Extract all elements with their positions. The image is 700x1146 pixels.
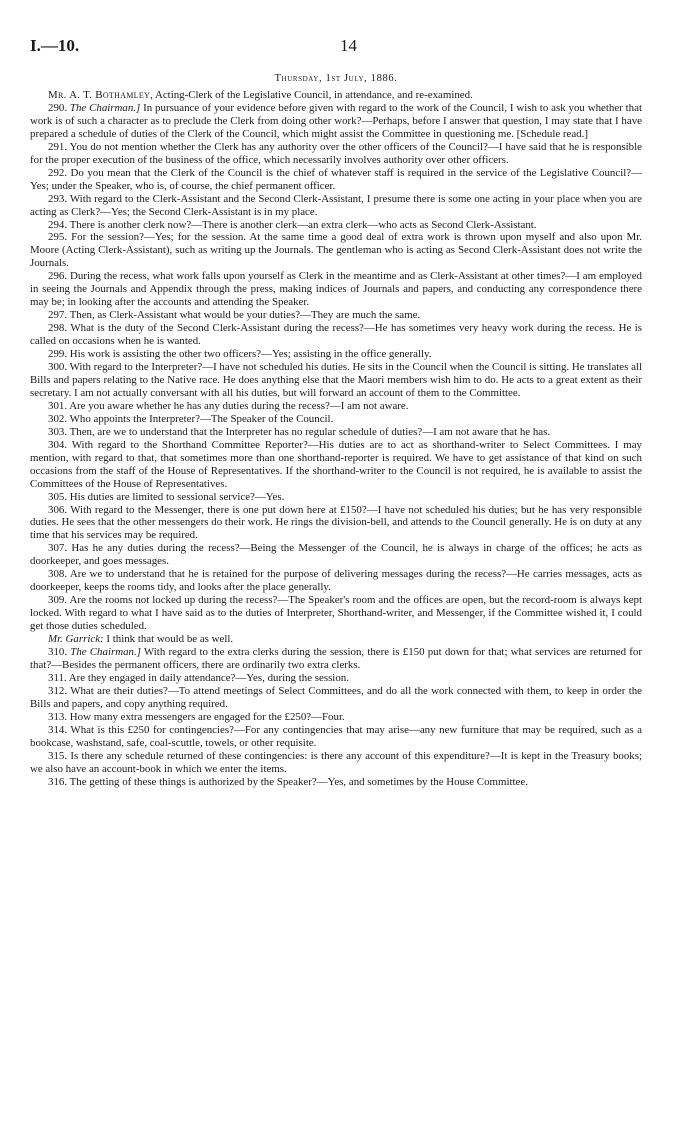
question-text: With regard to the extra clerks during the session, there is £150 put down for that; what services are returned for that?—Besides the permanent officers, there are ordinarily two extra clerks. (30, 645, 642, 671)
question-paragraph (30, 413, 642, 426)
witness-details: , Acting-Clerk of the Legislative Council, in attendance, and re-examined. (150, 89, 473, 101)
question-text: What is the duty of the Second Clerk-Assistant during the recess?—He has sometimes very heavy work during the recess. He is called on occasions when he is wanted. (30, 322, 643, 348)
question-paragraph (30, 542, 642, 568)
question-text: There is another clerk now?—There is another clerk—an extra clerk—who acts as Second Clerk-Assistant. (69, 218, 537, 231)
question-number: 299. (48, 348, 68, 361)
witness-name: Mr. A. T. Bothamley (48, 89, 151, 101)
question-number: 297. (48, 309, 68, 322)
question-paragraph (30, 322, 642, 348)
date-heading: Thursday, 1st July, 1886. (274, 73, 398, 84)
question-number: 315. (48, 749, 68, 762)
question-text: What are their duties?—To attend meetings of Select Committees, and do all the work connected with them, to keep in order the Bills and papers, and copy anything required. (30, 684, 642, 710)
question-text: For the session?—Yes; for the session. At the same time a good deal of extra work is thrown upon myself and also upon Mr. Moore (Acting Clerk-Assistant), such as writing up the Journals. The gentleman who is acting as Second Clerk-Assistant does not write the Journals. (30, 231, 642, 270)
question-paragraph (30, 270, 642, 309)
evidence-body (30, 89, 642, 788)
question-number: 296. (48, 270, 68, 283)
question-number: 290. (48, 101, 68, 114)
question-paragraph (30, 167, 642, 193)
question-paragraph (30, 193, 642, 219)
question-paragraph (30, 400, 642, 413)
question-text: You do not mention whether the Clerk has any authority over the other officers of the Council?—I have said that he is responsible for the proper execution of the business of the office, which necessarily involves authority over other officers. (30, 140, 642, 166)
question-number: 291. (48, 140, 68, 153)
speaker-name: Mr. Garrick: (48, 633, 104, 646)
question-number: 312. (48, 684, 68, 697)
question-number: 293. (48, 192, 68, 205)
question-paragraph (30, 594, 642, 633)
question-text: Do you mean that the Clerk of the Council is the chief of whatever staff is required in the service of the Legislative Council?—Yes; under the Speaker, who is, of course, the chief permanent officer. (30, 166, 642, 192)
question-text: Is there any schedule returned of these contingencies: is there any account of this expenditure?—It is kept in the Treasury books; we also have an account-book in which we enter the items. (30, 749, 642, 775)
question-paragraph (30, 141, 642, 167)
question-number: 300. (48, 361, 68, 374)
question-text: In pursuance of your evidence before given with regard to the work of the Council, I wish to ask you whether that work is of such a character as to preclude the Clerk from doing other work?—Perhaps, before I answer that question, I may state that I have prepared a schedule of duties of the Clerk of the Council, which might assist the Committee in questioning me. [Schedule read.] (30, 101, 642, 140)
question-number: 301. (48, 399, 68, 412)
question-number: 311. (48, 671, 67, 684)
question-text: I think that would be as well. (103, 633, 234, 646)
question-number: 308. (48, 568, 68, 581)
question-number: 307. (48, 542, 68, 555)
question-paragraph (30, 568, 642, 594)
question-text: Then, as Clerk-Assistant what would be your duties?—They are much the same. (69, 309, 421, 322)
question-paragraph (30, 672, 642, 685)
question-number: 294. (48, 218, 68, 231)
document-reference: I.—10. (30, 36, 80, 55)
question-paragraph (30, 219, 642, 232)
question-list (30, 102, 642, 789)
question-number: 306. (48, 503, 68, 516)
question-text: Has he any duties during the recess?—Being the Messenger of the Council, he is always in charge of the offices; he acts as doorkeeper, and goes messages. (30, 542, 642, 568)
question-number: 303. (48, 425, 68, 438)
running-head (30, 36, 642, 58)
question-text: How many extra messengers are engaged for the £250?—Four. (69, 710, 345, 723)
speaker-name: The Chairman.] (70, 645, 141, 658)
question-paragraph (30, 750, 642, 776)
question-text: During the recess, what work falls upon yourself as Clerk in the meantime and as Clerk-Assistant at other times?—I am employed in seeing the Journals and Appendix through the press, making indices of Journals and papers, and conducting any correspondence there may be; in looking after the accounts and attending the Speaker. (30, 270, 642, 309)
question-paragraph (30, 309, 642, 322)
question-number: 310. (48, 645, 68, 658)
question-paragraph (30, 776, 642, 789)
question-paragraph (30, 231, 642, 270)
question-number: 292. (48, 166, 68, 179)
question-number: 305. (48, 490, 68, 503)
question-paragraph (30, 633, 642, 646)
question-text: With regard to the Clerk-Assistant and the Second Clerk-Assistant, I presume there is some one acting in your place when you are acting as Clerk?—Yes; the Second Clerk-Assistant is in my place. (30, 192, 642, 218)
question-text: The getting of these things is authorized by the Speaker?—Yes, and sometimes by the House Committee. (69, 775, 528, 788)
question-number: 316. (48, 775, 68, 788)
question-text: His duties are limited to sessional service?—Yes. (69, 490, 285, 503)
question-number: 313. (48, 710, 68, 723)
question-number: 309. (48, 594, 68, 607)
question-number: 298. (48, 322, 68, 335)
question-paragraph (30, 685, 642, 711)
question-text: With regard to the Shorthand Committee Reporter?—His duties are to act as shorthand-writer to Select Committees. I may mention, with regard to that, that sometimes more than one shorthand-reporter is required. We have to get assistance of that kind on such occasions from the staff of the House of Representatives. If the shorthand-writer to the Council is not required, he is available to assist the Committees of the House of Representatives. (30, 438, 642, 490)
question-paragraph (30, 361, 642, 400)
question-text: Are you aware whether he has any duties during the recess?—I am not aware. (69, 399, 409, 412)
question-text: With regard to the Messenger, there is one put down here at £150?—I have not scheduled his duties; but he has very responsible duties. He sees that the other messengers do their work. He rings the division-bell, and attends to the Council generally. He is on duty at any time that his services may be required. (30, 503, 642, 542)
question-text: Who appoints the Interpreter?—The Speaker of the Council. (69, 412, 334, 425)
page-number: 14 (340, 36, 357, 55)
question-paragraph (30, 426, 642, 439)
question-text: His work is assisting the other two officers?—Yes; assisting in the office generally. (69, 348, 432, 361)
question-number: 314. (48, 723, 68, 736)
question-number: 304. (48, 438, 68, 451)
question-paragraph (30, 439, 642, 491)
witness-line (30, 89, 642, 102)
question-paragraph (30, 348, 642, 361)
speaker-name: The Chairman.] (69, 101, 141, 114)
question-text: Are they engaged in daily attendance?—Yes, during the session. (68, 671, 349, 684)
question-text: Then, are we to understand that the Interpreter has no regular schedule of duties?—I am not aware that he has. (69, 425, 551, 438)
question-paragraph (30, 646, 642, 672)
question-number: 302. (48, 412, 68, 425)
question-text: With regard to the Interpreter?—I have not scheduled his duties. He sits in the Council when the Council is sitting. He translates all Bills and papers relating to the Native race. He does anything else that the Maori members wish him to do. He acts to a great extent as their secretary. I am not actually conversant with all his duties, but will forward an account of them to the Committee. (30, 361, 642, 399)
question-text: What is this £250 for contingencies?—For any contingencies that may arise—any new furniture that may be required, such as a bookcase, washstand, safe, coal-scuttle, towels, or other requisite. (30, 723, 642, 749)
question-paragraph (30, 491, 642, 504)
question-paragraph (30, 102, 642, 141)
question-paragraph (30, 711, 642, 724)
question-paragraph (30, 724, 642, 750)
question-number: 295. (48, 231, 68, 244)
question-text: Are the rooms not locked up during the recess?—The Speaker's room and the offices are open, but the record-room is always kept locked. With regard to what I have said as to the duties of Interpreter, Shorthand-writer, and Messenger, if the Committee wished it, I could get those duties scheduled. (30, 594, 643, 633)
question-text: Are we to understand that he is retained for the purpose of delivering messages during the recess?—He carries messages, acts as doorkeeper, keeps the rooms tidy, and looks after the place generally. (30, 568, 642, 594)
question-paragraph (30, 504, 642, 543)
